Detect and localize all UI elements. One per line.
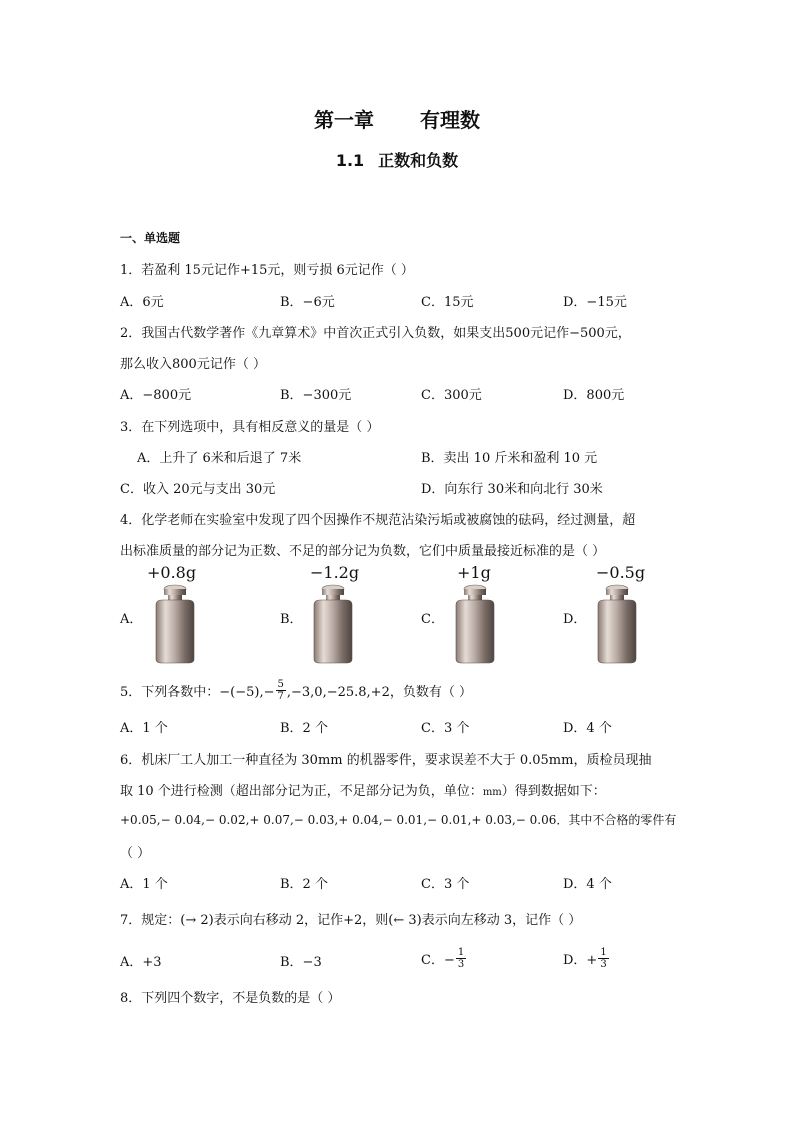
- fraction-numerator: 1: [600, 946, 607, 958]
- question-3-option-c[interactable]: C．收入 20元与支出 30元: [120, 482, 276, 497]
- question-6-option-d[interactable]: D．4 个: [563, 877, 612, 892]
- fraction-one-third: [598, 947, 608, 970]
- section-title: 1.1 正数和负数: [335, 151, 459, 170]
- question-7-option-a[interactable]: A．+3: [120, 955, 162, 970]
- option-c-label: C．−: [421, 952, 455, 968]
- question-section-label: 一、单选题: [120, 231, 181, 245]
- question-5-stem: [120, 673, 472, 707]
- fraction-five-sevenths: [276, 679, 286, 702]
- weight-b-image: [308, 583, 358, 665]
- question-1-stem: 1．若盈利 15元记作+15元，则亏损 6元记作（ ）: [120, 263, 414, 278]
- question-3-option-a[interactable]: A．上升了 6米和后退了 7米: [137, 451, 302, 466]
- question-6-option-a[interactable]: A．1 个: [120, 877, 168, 892]
- question-4-stem-line2: 出标准质量的部分记为正数、不足的部分记为负数，它们中质量最接近标准的是（ ）: [120, 544, 606, 559]
- question-6-option-c[interactable]: C．3 个: [421, 877, 470, 892]
- weight-c-label: +1g: [457, 563, 491, 582]
- question-1-option-b[interactable]: B．−6元: [280, 295, 335, 310]
- question-4-option-a[interactable]: A．: [120, 612, 143, 627]
- weight-b-label: −1.2g: [310, 563, 360, 582]
- fraction-denominator: 3: [600, 958, 607, 970]
- question-4-option-c[interactable]: C．: [421, 612, 444, 627]
- question-5-option-d[interactable]: D．4 个: [563, 721, 612, 736]
- question-5-option-c[interactable]: C．3 个: [421, 721, 470, 736]
- weight-c-image: [450, 583, 500, 665]
- question-1-option-c[interactable]: C．15元: [421, 295, 474, 310]
- unit-mm: mm: [482, 787, 502, 798]
- question-2-option-c[interactable]: C．300元: [421, 388, 482, 403]
- question-7-option-d[interactable]: [563, 941, 610, 975]
- question-2-option-b[interactable]: B．−300元: [280, 388, 352, 403]
- chapter-title: 第一章 有理数: [314, 108, 480, 132]
- question-3-option-b[interactable]: B．卖出 10 斤米和盈利 10 元: [421, 451, 598, 466]
- weight-d-label: −0.5g: [596, 563, 646, 582]
- question-3-option-d[interactable]: D．向东行 30米和向北行 30米: [421, 482, 603, 497]
- question-6-data: +0.05,− 0.04,− 0.02,+ 0.07,− 0.03,+ 0.04,− 0.01,− 0.01,+ 0.03,− 0.06．其中不合格的零件有: [120, 813, 677, 827]
- weight-a-label: +0.8g: [147, 563, 197, 582]
- weight-d-image: [592, 583, 642, 665]
- fraction-numerator: 1: [457, 946, 465, 958]
- question-5-option-b[interactable]: B．2 个: [280, 721, 328, 736]
- question-6-option-b[interactable]: B．2 个: [280, 877, 328, 892]
- fraction-one-third: [456, 947, 466, 970]
- question-6-stem-line2-part: 取 10 个进行检测（超出部分记为正，不足部分记为负，单位：: [120, 784, 483, 799]
- fraction-numerator: 5: [277, 678, 284, 690]
- question-2-stem-line2: 那么收入800元记作（ ）: [120, 357, 266, 372]
- question-5-stem-suffix: ,−3,0,−25.8,+2，负数有（ ）: [286, 684, 472, 700]
- question-6-stem-line2-end: ）得到数据如下：: [501, 784, 606, 799]
- fraction-denominator: 7: [277, 690, 284, 702]
- weight-a-image: [150, 583, 200, 665]
- question-2-stem-line1: 2．我国古代数学著作《九章算术》中首次正式引入负数，如果支出500元记作−500元，: [120, 326, 631, 341]
- question-1-option-a[interactable]: A．6元: [120, 295, 164, 310]
- question-6-stem-line1: 6．机床厂工人加工一种直径为 30mm 的机器零件，要求误差不大于 0.05mm，质检员现抽: [120, 753, 652, 768]
- question-5-option-a[interactable]: A．1 个: [120, 721, 168, 736]
- question-7-stem: 7．规定：(→ 2)表示向右移动 2，记作+2，则(← 3)表示向左移动 3，记作（ ）: [120, 913, 582, 928]
- question-6-stem-line2: [120, 780, 606, 799]
- question-6-stem-line4: （ ）: [120, 846, 151, 861]
- question-8-stem: 8．下列四个数字，不是负数的是（ ）: [120, 991, 341, 1006]
- fraction-denominator: 3: [457, 958, 465, 970]
- question-2-option-d[interactable]: D．800元: [563, 388, 625, 403]
- question-7-option-b[interactable]: B．−3: [280, 955, 322, 970]
- question-1-option-d[interactable]: D．−15元: [563, 295, 627, 310]
- question-3-stem: 3．在下列选项中，具有相反意义的量是（ ）: [120, 420, 380, 435]
- option-d-label: D．+: [563, 952, 598, 968]
- question-5-stem-prefix: 5．下列各数中：−(−5),−: [120, 684, 275, 700]
- question-4-option-d[interactable]: D．: [563, 612, 587, 627]
- question-7-option-c[interactable]: [421, 941, 467, 975]
- question-4-option-b[interactable]: B．: [280, 612, 303, 627]
- question-4-stem-line1: 4．化学老师在实验室中发现了四个因操作不规范沾染污垢或被腐蚀的砝码，经过测量，超: [120, 513, 636, 528]
- question-2-option-a[interactable]: A．−800元: [120, 388, 192, 403]
